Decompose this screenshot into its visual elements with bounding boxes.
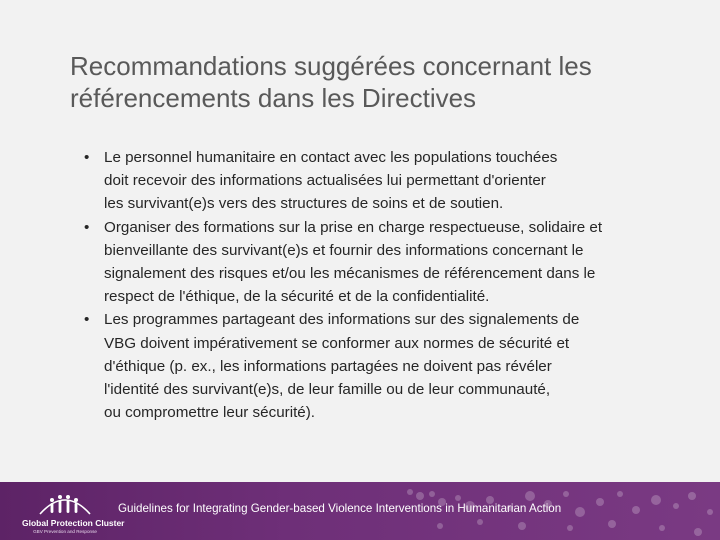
bullet-dot: • xyxy=(84,311,90,329)
bullet-text-line: l'identité des survivant(e)s, de leur famille ou de leur communauté, xyxy=(104,381,551,399)
bullet-text-line: Organiser des formations sur la prise en charge respectueuse, solidaire et xyxy=(104,218,603,236)
bullet-dot: • xyxy=(84,218,90,236)
bullet-text-line: bienveillante des survivant(e)s et fournir des informations concernant le xyxy=(104,241,584,259)
logo-title: Global Protection Cluster xyxy=(22,518,125,528)
bullet-text-line: doit recevoir des informations actualisées lui permettant d'orienter xyxy=(104,172,546,190)
logo-subtitle: GBV Prevention and Response xyxy=(33,529,97,534)
footer-band xyxy=(0,482,720,540)
bullet-text-line: ou compromettre leur sécurité). xyxy=(104,404,316,422)
global-protection-cluster-logo xyxy=(22,488,125,536)
footer-guidelines-title: Guidelines for Integrating Gender-based Violence Interventions in Humanitarian Action xyxy=(118,502,562,515)
bullet-text-line: d'éthique (p. ex., les informations partagées ne doivent pas révéler xyxy=(104,357,552,375)
slide-title xyxy=(70,50,690,114)
bullet-item xyxy=(84,216,710,309)
slide-title-line: Recommandations suggérées concernant les xyxy=(70,51,592,81)
bullet-item xyxy=(84,146,710,216)
slide-title-line: référencements dans les Directives xyxy=(70,83,477,113)
bullet-dot: • xyxy=(84,149,90,166)
people-arc-logo-icon xyxy=(22,488,108,518)
bullet-text-line: les survivant(e)s vers des structures de soins et de soutien. xyxy=(104,195,504,213)
bullet-text-line: respect de l'éthique, de la sécurité et de la confidentialité. xyxy=(104,288,490,306)
bullet-text-line: VBG doivent impérativement se conformer aux normes de sécurité et xyxy=(104,334,570,352)
bullet-list xyxy=(84,146,710,424)
bullet-text-line: signalement des risques et/ou les mécanismes de référencement dans le xyxy=(104,265,596,283)
bullet-item xyxy=(84,308,710,424)
bullet-text-line: Le personnel humanitaire en contact avec les populations touchées xyxy=(104,149,558,166)
bullet-text-line: Les programmes partageant des informations sur des signalements de xyxy=(104,311,580,329)
